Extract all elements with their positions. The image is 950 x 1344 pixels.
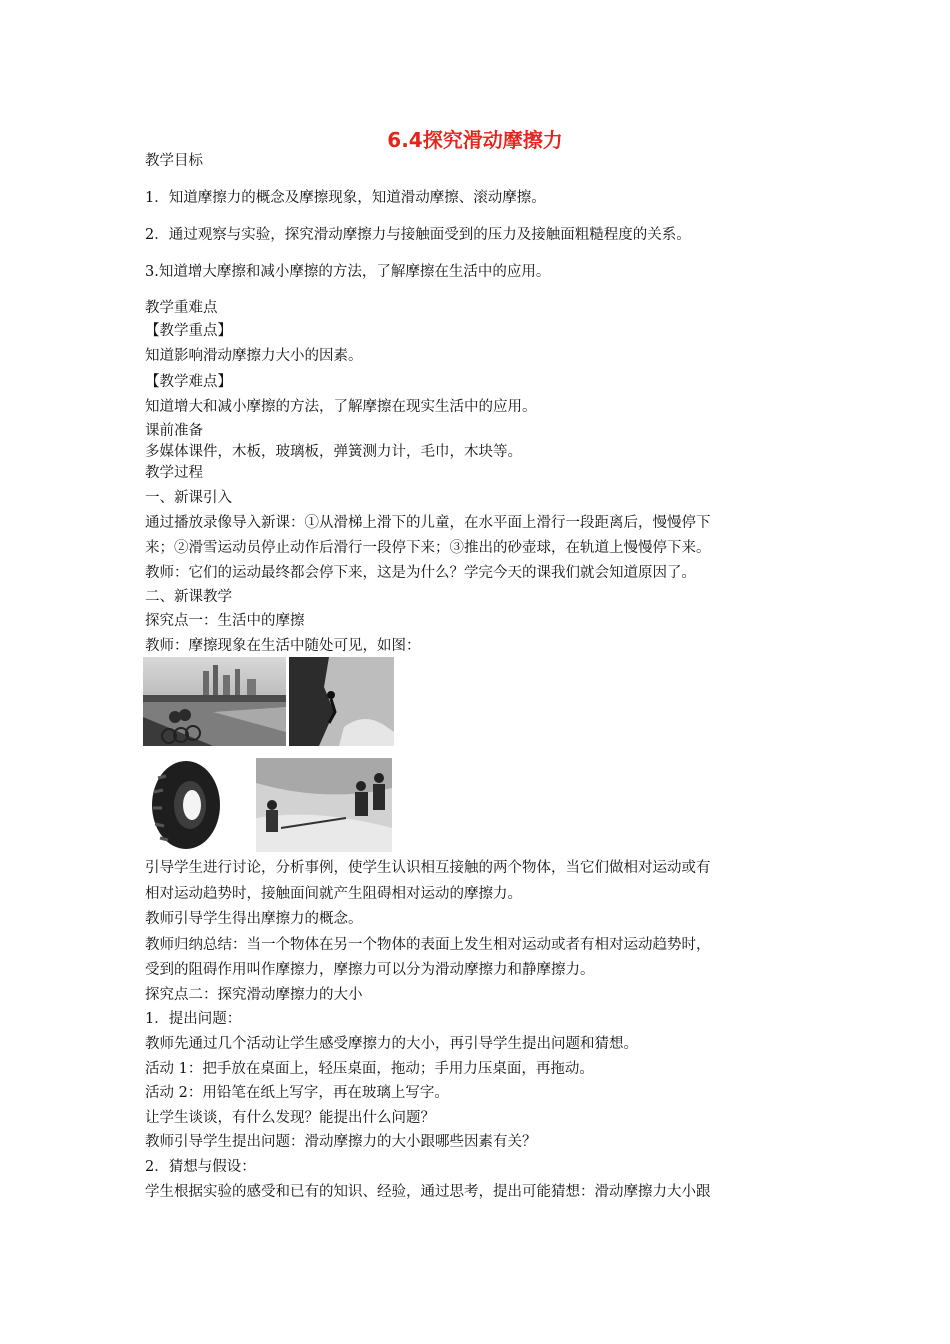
heading-teaching-goals: 教学目标 — [145, 153, 203, 169]
tire-photo — [146, 758, 226, 852]
goal-item: 1．知道摩擦力的概念及摩擦现象，知道滑动摩擦、滚动摩擦。 — [145, 190, 546, 206]
paragraph: 学生根据实验的感受和已有的知识、经验，通过思考，提出可能猜想：滑动摩擦力大小跟 — [145, 1184, 711, 1200]
paragraph: 教师归纳总结：当一个物体在另一个物体的表面上发生相对运动或者有相对运动趋势时， — [145, 937, 711, 953]
subheading-new-lesson: 二、新课教学 — [145, 589, 232, 605]
activity-item: 活动 1：把手放在桌面上，轻压桌面，拖动；手用力压桌面，再拖动。 — [145, 1061, 594, 1077]
goal-item: 3.知道增大摩擦和减小摩擦的方法，了解摩擦在生活中的应用。 — [145, 264, 551, 280]
curling-photo — [256, 758, 392, 852]
paragraph: 相对运动趋势时，接触面间就产生阻碍相对运动的摩擦力。 — [145, 886, 522, 902]
paragraph: 引导学生进行讨论，分析事例，使学生认识相互接触的两个物体，当它们做相对运动或有 — [145, 860, 711, 876]
paragraph: 通过播放录像导入新课：①从滑梯上滑下的儿童，在水平面上滑行一段距离后，慢慢停下 — [145, 515, 711, 531]
paragraph: 教师先通过几个活动让学生感受摩擦力的大小，再引导学生提出问题和猜想。 — [145, 1036, 638, 1052]
paragraph: 受到的阻碍作用叫作摩擦力，摩擦力可以分为滑动摩擦力和静摩擦力。 — [145, 962, 595, 978]
subheading-point-two: 探究点二：探究滑动摩擦力的大小 — [145, 987, 363, 1003]
climbing-photo — [289, 657, 394, 746]
paragraph: 教师：它们的运动最终都会停下来，这是为什么？学完今天的课我们就会知道原因了。 — [145, 565, 696, 581]
paragraph: 教师：摩擦现象在生活中随处可见，如图： — [145, 638, 421, 654]
document-title: 6.4探究滑动摩擦力 — [387, 128, 563, 152]
cycling-photo — [143, 657, 286, 746]
goal-item: 2．通过观察与实验，探究滑动摩擦力与接触面受到的压力及接触面粗糙程度的关系。 — [145, 227, 691, 243]
heading-process: 教学过程 — [145, 465, 203, 481]
heading-key-points: 教学重难点 — [145, 300, 218, 316]
step-heading: 2．猜想与假设： — [145, 1159, 256, 1175]
paragraph: 知道增大和减小摩擦的方法，了解摩擦在现实生活中的应用。 — [145, 399, 537, 415]
paragraph: 来；②滑雪运动员停止动作后滑行一段停下来；③推出的砂壶球，在轨道上慢慢停下来。 — [145, 540, 711, 556]
subheading-focus: 【教学重点】 — [145, 323, 232, 339]
subheading-point-one: 探究点一：生活中的摩擦 — [145, 613, 305, 629]
paragraph: 多媒体课件，木板，玻璃板，弹簧测力计，毛巾，木块等。 — [145, 444, 522, 460]
paragraph: 教师引导学生提出问题：滑动摩擦力的大小跟哪些因素有关？ — [145, 1134, 537, 1150]
subheading-intro: 一、新课引入 — [145, 490, 232, 506]
activity-item: 活动 2：用铅笔在纸上写字，再在玻璃上写字。 — [145, 1085, 449, 1101]
paragraph: 教师引导学生得出摩擦力的概念。 — [145, 911, 363, 927]
subheading-difficulty: 【教学难点】 — [145, 374, 232, 390]
paragraph: 让学生谈谈，有什么发现？能提出什么问题？ — [145, 1110, 435, 1126]
heading-preparation: 课前准备 — [145, 423, 203, 439]
step-heading: 1．提出问题： — [145, 1011, 242, 1027]
paragraph: 知道影响滑动摩擦力大小的因素。 — [145, 348, 363, 364]
